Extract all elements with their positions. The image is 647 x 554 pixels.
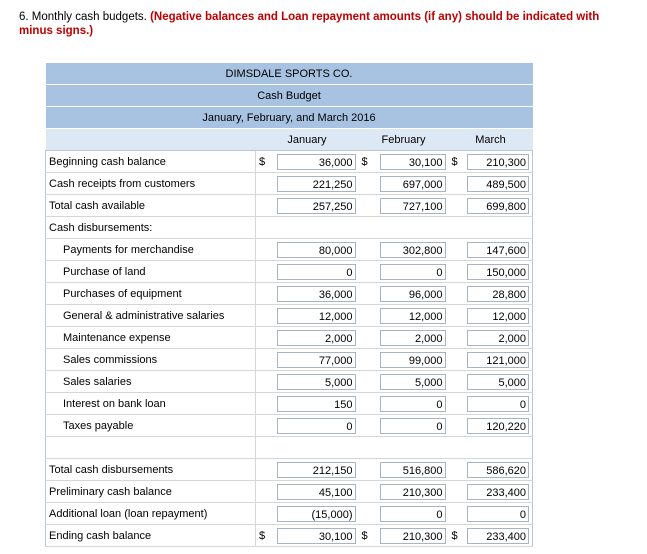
amount-input[interactable]: 2,000 xyxy=(277,330,356,346)
table-row xyxy=(46,437,533,459)
currency-symbol xyxy=(256,503,274,525)
amount-input[interactable]: 12,000 xyxy=(467,308,530,324)
amount-cell xyxy=(377,437,449,459)
currency-symbol xyxy=(449,503,464,525)
row-label: Purchase of land xyxy=(46,261,256,283)
currency-symbol xyxy=(256,173,274,195)
table-row xyxy=(46,261,533,283)
amount-cell xyxy=(377,503,449,525)
currency-symbol xyxy=(449,305,464,327)
amount-input[interactable]: 121,000 xyxy=(467,352,530,368)
amount-cell xyxy=(377,349,449,371)
amount-cell xyxy=(464,525,533,547)
currency-symbol xyxy=(449,415,464,437)
amount-input[interactable]: 12,000 xyxy=(277,308,356,324)
amount-cell xyxy=(464,415,533,437)
amount-input[interactable]: 0 xyxy=(380,396,446,412)
currency-symbol: $ xyxy=(359,151,377,173)
amount-cell xyxy=(377,415,449,437)
amount-input[interactable]: 221,250 xyxy=(277,176,356,192)
table-row xyxy=(46,503,533,525)
row-label: Total cash available xyxy=(46,195,256,217)
currency-symbol xyxy=(256,261,274,283)
currency-symbol xyxy=(449,217,464,239)
amount-cell xyxy=(274,503,359,525)
amount-cell xyxy=(464,371,533,393)
amount-cell xyxy=(274,459,359,481)
row-label: Total cash disbursements xyxy=(46,459,256,481)
currency-symbol xyxy=(359,393,377,415)
currency-symbol xyxy=(449,327,464,349)
amount-cell xyxy=(377,261,449,283)
amount-input[interactable]: 489,500 xyxy=(467,176,530,192)
currency-symbol xyxy=(359,173,377,195)
amount-cell xyxy=(274,195,359,217)
currency-symbol: $ xyxy=(359,525,377,547)
amount-cell xyxy=(464,481,533,503)
amount-input[interactable]: 77,000 xyxy=(277,352,356,368)
row-label xyxy=(46,437,256,459)
amount-cell xyxy=(464,305,533,327)
instruction-note: (Negative balances and Loan repayment amounts (if any) should be indicated with minus signs.) xyxy=(19,11,600,37)
amount-cell xyxy=(464,151,533,173)
amount-cell xyxy=(377,327,449,349)
table-row xyxy=(46,173,533,195)
amount-cell xyxy=(464,195,533,217)
currency-symbol xyxy=(359,217,377,239)
currency-symbol xyxy=(449,173,464,195)
amount-input[interactable]: 30,100 xyxy=(277,528,356,544)
column-header-march: March xyxy=(449,129,533,151)
table-row xyxy=(46,481,533,503)
currency-symbol xyxy=(359,283,377,305)
amount-input[interactable]: 2,000 xyxy=(467,330,530,346)
currency-symbol xyxy=(256,349,274,371)
amount-cell xyxy=(274,283,359,305)
currency-symbol xyxy=(359,261,377,283)
amount-cell xyxy=(464,349,533,371)
currency-symbol xyxy=(359,239,377,261)
row-label: Additional loan (loan repayment) xyxy=(46,503,256,525)
row-label: Sales salaries xyxy=(46,371,256,393)
currency-symbol xyxy=(256,437,274,459)
table-row xyxy=(46,525,533,547)
amount-input[interactable]: 5,000 xyxy=(277,374,356,390)
amount-cell xyxy=(274,349,359,371)
amount-cell xyxy=(464,459,533,481)
amount-input[interactable]: 147,600 xyxy=(467,242,530,258)
row-label: Taxes payable xyxy=(46,415,256,437)
currency-symbol xyxy=(449,393,464,415)
currency-symbol xyxy=(256,393,274,415)
amount-cell xyxy=(377,393,449,415)
amount-input[interactable]: 150,000 xyxy=(467,264,530,280)
currency-symbol xyxy=(449,437,464,459)
currency-symbol xyxy=(449,481,464,503)
amount-input[interactable]: 0 xyxy=(380,264,446,280)
amount-input[interactable]: 5,000 xyxy=(467,374,530,390)
amount-cell xyxy=(464,173,533,195)
table-row xyxy=(46,239,533,261)
amount-input[interactable]: 99,000 xyxy=(380,352,446,368)
amount-cell xyxy=(274,151,359,173)
amount-cell xyxy=(377,151,449,173)
amount-cell xyxy=(274,239,359,261)
row-label: Cash receipts from customers xyxy=(46,173,256,195)
row-label: Beginning cash balance xyxy=(46,151,256,173)
currency-symbol: $ xyxy=(256,525,274,547)
amount-input[interactable]: 233,400 xyxy=(467,484,530,500)
table-row xyxy=(46,217,533,239)
amount-cell xyxy=(377,239,449,261)
currency-symbol xyxy=(359,327,377,349)
amount-input[interactable]: 36,000 xyxy=(277,154,356,170)
question-number: 6. Monthly cash budgets. xyxy=(19,11,147,23)
report-title: Cash Budget xyxy=(46,85,533,107)
row-label: Maintenance expense xyxy=(46,327,256,349)
currency-symbol: $ xyxy=(449,525,464,547)
amount-input[interactable]: 0 xyxy=(467,396,530,412)
column-header-january: January xyxy=(256,129,359,151)
currency-symbol xyxy=(359,349,377,371)
label-column-header xyxy=(46,129,256,151)
amount-input[interactable]: 96,000 xyxy=(380,286,446,302)
row-label: Cash disbursements: xyxy=(46,217,256,239)
report-period: January, February, and March 2016 xyxy=(46,107,533,129)
column-header-february: February xyxy=(359,129,449,151)
amount-cell xyxy=(274,305,359,327)
amount-cell xyxy=(464,393,533,415)
currency-symbol xyxy=(256,195,274,217)
amount-cell xyxy=(464,437,533,459)
currency-symbol xyxy=(256,459,274,481)
currency-symbol xyxy=(449,195,464,217)
amount-input[interactable]: 0 xyxy=(467,506,530,522)
currency-symbol xyxy=(449,371,464,393)
row-label: Ending cash balance xyxy=(46,525,256,547)
amount-cell xyxy=(377,459,449,481)
amount-input[interactable]: 302,800 xyxy=(380,242,446,258)
amount-input[interactable]: 516,800 xyxy=(380,462,446,478)
amount-cell xyxy=(274,525,359,547)
currency-symbol xyxy=(256,239,274,261)
amount-cell xyxy=(274,371,359,393)
amount-input[interactable]: (15,000) xyxy=(277,506,356,522)
amount-cell xyxy=(377,195,449,217)
amount-input[interactable]: 699,800 xyxy=(467,198,530,214)
table-row xyxy=(46,305,533,327)
amount-cell xyxy=(274,393,359,415)
row-label: Payments for merchandise xyxy=(46,239,256,261)
amount-input[interactable]: 30,100 xyxy=(380,154,446,170)
amount-cell xyxy=(464,283,533,305)
amount-input[interactable]: 150 xyxy=(277,396,356,412)
amount-input[interactable]: 210,300 xyxy=(380,484,446,500)
currency-symbol: $ xyxy=(449,151,464,173)
amount-cell xyxy=(377,371,449,393)
amount-input[interactable]: 80,000 xyxy=(277,242,356,258)
amount-cell xyxy=(377,305,449,327)
row-label: Sales commissions xyxy=(46,349,256,371)
amount-cell xyxy=(377,173,449,195)
amount-input[interactable]: 120,220 xyxy=(467,418,530,434)
amount-cell xyxy=(274,415,359,437)
amount-cell xyxy=(464,327,533,349)
amount-cell xyxy=(274,217,359,239)
row-label: Interest on bank loan xyxy=(46,393,256,415)
amount-input[interactable]: 210,300 xyxy=(380,528,446,544)
currency-symbol xyxy=(449,349,464,371)
currency-symbol xyxy=(359,481,377,503)
table-row xyxy=(46,349,533,371)
currency-symbol xyxy=(359,415,377,437)
amount-input[interactable]: 36,000 xyxy=(277,286,356,302)
amount-input[interactable]: 2,000 xyxy=(380,330,446,346)
amount-cell xyxy=(274,327,359,349)
amount-cell xyxy=(464,261,533,283)
amount-input[interactable]: 45,100 xyxy=(277,484,356,500)
table-row xyxy=(46,283,533,305)
company-name: DIMSDALE SPORTS CO. xyxy=(46,63,533,85)
amount-input[interactable]: 5,000 xyxy=(380,374,446,390)
amount-input[interactable]: 0 xyxy=(380,418,446,434)
amount-cell xyxy=(377,283,449,305)
amount-input[interactable]: 210,300 xyxy=(467,154,530,170)
amount-cell xyxy=(377,481,449,503)
currency-symbol xyxy=(256,283,274,305)
currency-symbol xyxy=(449,261,464,283)
row-label: Purchases of equipment xyxy=(46,283,256,305)
row-label: General & administrative salaries xyxy=(46,305,256,327)
currency-symbol xyxy=(256,481,274,503)
amount-input[interactable]: 28,800 xyxy=(467,286,530,302)
amount-input[interactable]: 233,400 xyxy=(467,528,530,544)
amount-cell xyxy=(464,239,533,261)
currency-symbol xyxy=(256,305,274,327)
amount-cell xyxy=(274,261,359,283)
table-row xyxy=(46,371,533,393)
row-label: Preliminary cash balance xyxy=(46,481,256,503)
amount-cell xyxy=(377,217,449,239)
currency-symbol xyxy=(359,371,377,393)
table-row xyxy=(46,459,533,481)
amount-cell xyxy=(274,437,359,459)
currency-symbol xyxy=(449,283,464,305)
currency-symbol xyxy=(449,459,464,481)
currency-symbol xyxy=(256,415,274,437)
amount-input[interactable]: 697,000 xyxy=(380,176,446,192)
table-row xyxy=(46,327,533,349)
amount-input[interactable]: 12,000 xyxy=(380,308,446,324)
cash-budget-table xyxy=(45,63,533,547)
amount-cell xyxy=(274,481,359,503)
amount-input[interactable]: 257,250 xyxy=(277,198,356,214)
currency-symbol xyxy=(359,305,377,327)
currency-symbol xyxy=(256,217,274,239)
amount-input[interactable]: 586,620 xyxy=(467,462,530,478)
amount-cell xyxy=(464,503,533,525)
currency-symbol xyxy=(359,437,377,459)
currency-symbol xyxy=(359,459,377,481)
currency-symbol xyxy=(359,503,377,525)
table-row xyxy=(46,151,533,173)
amount-input[interactable]: 0 xyxy=(277,418,356,434)
amount-input[interactable]: 727,100 xyxy=(380,198,446,214)
currency-symbol xyxy=(449,239,464,261)
currency-symbol xyxy=(256,327,274,349)
amount-input[interactable]: 0 xyxy=(380,506,446,522)
amount-input[interactable]: 0 xyxy=(277,264,356,280)
currency-symbol xyxy=(256,371,274,393)
currency-symbol xyxy=(359,195,377,217)
instruction-text xyxy=(19,10,619,38)
amount-cell xyxy=(377,525,449,547)
amount-input[interactable]: 212,150 xyxy=(277,462,356,478)
table-row xyxy=(46,195,533,217)
amount-cell xyxy=(464,217,533,239)
table-row xyxy=(46,393,533,415)
amount-cell xyxy=(274,173,359,195)
currency-symbol: $ xyxy=(256,151,274,173)
table-row xyxy=(46,415,533,437)
